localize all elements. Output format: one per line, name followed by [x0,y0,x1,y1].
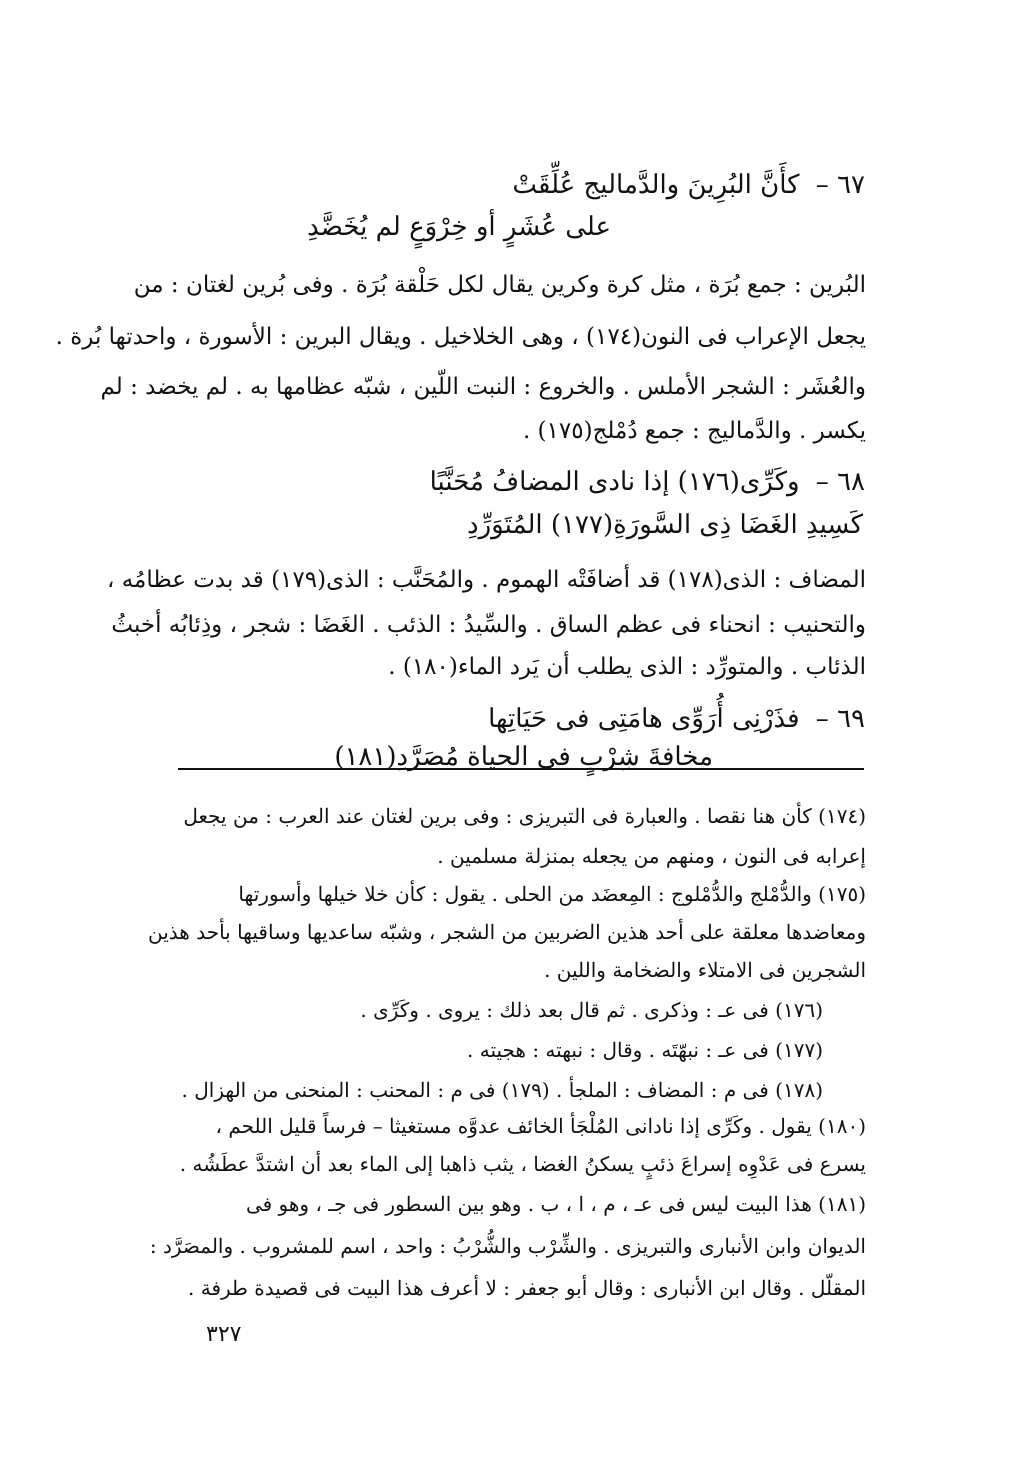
commentary-line: الذئاب . والمتورِّد : الذى يطلب أن يَرد الماء(١٨٠) . [388,654,866,680]
commentary-line: يكسر . والدَّماليج : جمع دُمْلج(١٧٥) . [522,418,866,444]
commentary-line: والتحنيب : انحناء فى عظم الساق . والسِّيدُ : الذئب . الغَضَا : شجر ، وذِئابُه أخبثُ [111,612,866,638]
footnote-line: (١٧٤) كأن هنا نقصا . والعبارة فى التبريزى : وفى برين لغتان عند العرب : من يجعل [183,804,866,828]
verse-hemistich: كأَنَّ البُرِينَ والدَّماليج عُلِّقَتْ [512,170,800,200]
commentary-line: والعُشَر : الشجر الأملس . والخروع : النبت اللّين ، شبّه عظامها به . لم يخضد : لم [100,374,866,400]
footnote-line: يسرع فى عَدْوِه إسراعَ ذئبٍ يسكنُ الغضا ، يثب ذاهبا إلى الماء بعد أن اشتدَّ عطَشُه . [179,1152,866,1176]
verse-hemistich: فذَرْنِى أُرَوِّى هامَتِى فى حَيَاتِها [488,704,800,734]
verse-67-line-1 [512,168,865,202]
verse-hemistich: وكَرِّى(١٧٦) إذا نادى المضافُ مُحَنَّبًا [429,467,800,497]
verse-number: ٦٩ – [815,704,865,734]
verse-69-line-1 [488,702,865,736]
footnote-line: (١٧٥) والدُّمْلج والدُّمْلوج : المِعضَد من الحلى . يقول : كأن خلا خيلها وأسورتها [238,882,866,906]
verse-number: ٦٧ – [815,170,865,200]
footnote-line: (١٧٧) فى عـ : نبهّتَه . وقال : نبهته : هجيته . [467,1038,823,1062]
footnote-line: (١٧٦) فى عـ : وذكرى . ثم قال بعد ذلك : يروى . وكَرِّى . [360,998,823,1022]
footnote-line: ومعاضدها معلقة على أحد هذين الضربين من الشجر ، وشبّه ساعديها وساقيها بأحد هذين [148,920,866,944]
verse-68-line-1 [430,465,865,499]
commentary-line: البُرين : جمع بُرَة ، مثل كرة وكرين يقال لكل حَلْقة بُرَة . وفى بُرين لغتان : من [133,272,866,298]
footnote-line: (١٧٨) فى م : المضاف : الملجأ . (١٧٩) فى م : المحنب : المنحنى من الهزال . [181,1078,823,1102]
verse-69-line-2: مخافةَ شِرْبٍ فى الحياة مُصَرَّدِ(١٨١) [334,742,713,772]
footnote-divider [178,768,864,770]
footnote-line: (١٨٠) يقول . وكَرِّى إذا نادانى المُلْجَأ الخائف عدوَّه مستغيثا – فرساً قليل اللحم ، [215,1114,866,1138]
commentary-line: يجعل الإعراب فى النون(١٧٤) ، وهى الخلاخيل . ويقال البرين : الأسورة ، واحدتها بُرة . [55,324,866,350]
footnote-line: المقلّل . وقال ابن الأنبارى : وقال أبو جعفر : لا أعرف هذا البيت فى قصيدة طرفة . [188,1276,866,1300]
footnote-line: إعرابه فى النون ، ومنهم من يجعله بمنزلة مسلمين . [437,844,866,868]
commentary-line: المضاف : الذى(١٧٨) قد أضافَتْه الهموم . والمُحَنَّب : الذى(١٧٩) قد بدت عظامُه ، [106,567,866,593]
page-number: ٣٢٧ [206,1322,242,1347]
verse-68-line-2: كَسِيدِ الغَضَا ذِى السَّورَةِ(١٧٧) المُتَوَرِّدِ [467,510,863,540]
footnote-line: الشجرين فى الامتلاء والضخامة واللين . [544,958,866,982]
footnote-line: (١٨١) هذا البيت ليس فى عـ ، م ، ا ، ب . وهو بين السطور فى جـ ، وهو فى [245,1192,866,1216]
verse-number: ٦٨ – [815,467,865,497]
footnote-line: الديوان وابن الأنبارى والتبريزى . والشِّرْب والشُّرْبُ : واحد ، اسم للمشروب . والمصَرَّد : [149,1234,866,1258]
verse-67-line-2: على عُشَرٍ أو خِرْوَعٍ لم يُخَضَّدِ [307,212,611,242]
